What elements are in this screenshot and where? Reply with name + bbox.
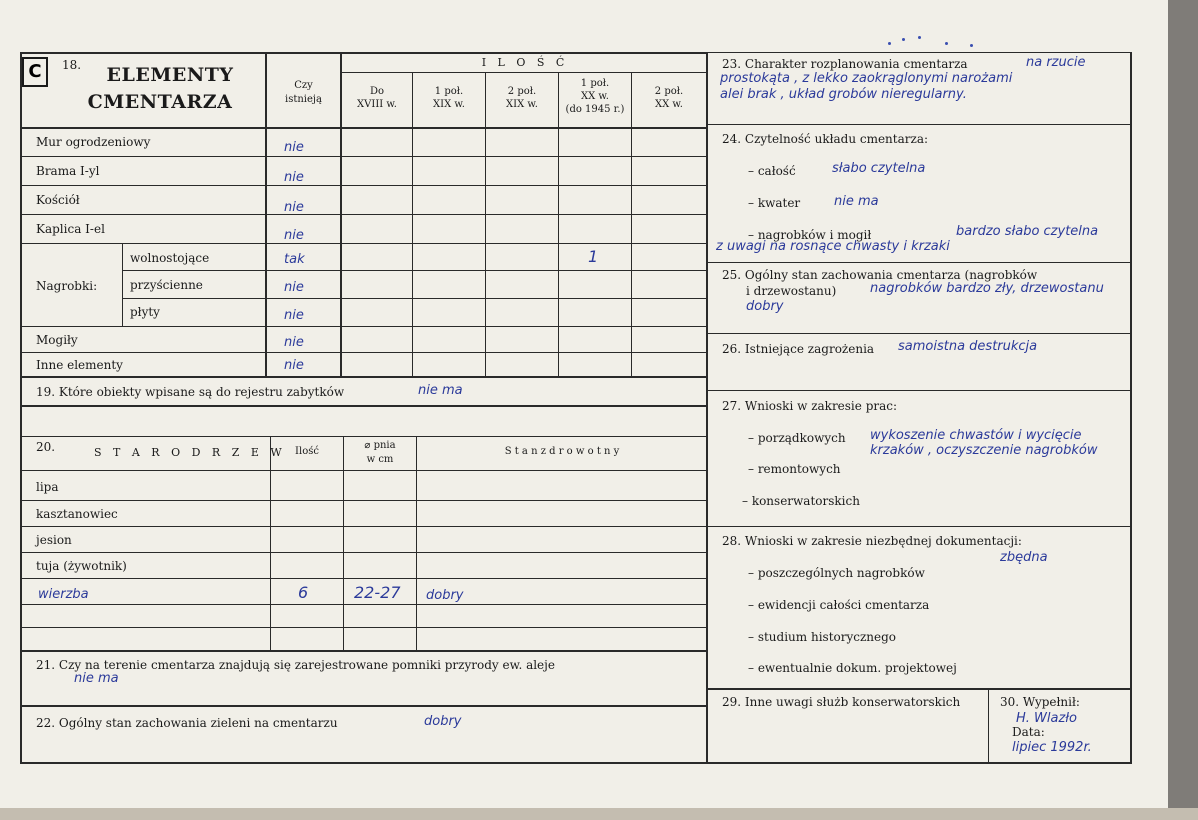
q28-label: 28. Wnioski w zakresie niezbędnej dokumentacji: — [722, 534, 1022, 548]
col-2pol-xix-2: XIX w. — [506, 99, 538, 110]
q24-label: 24. Czytelność układu cmentarza: — [722, 132, 929, 146]
q20-ilosc-header: Ilość — [295, 446, 319, 457]
q30-date: lipiec 1992r. — [1012, 740, 1092, 755]
r-sep-26 — [708, 390, 1132, 391]
q21-label: 21. Czy na terenie cmentarza znajdują się zarejestrowane pomniki przyrody ew. aleje — [36, 658, 555, 672]
tree-tuja: tuja (żywotnik) — [36, 559, 127, 573]
row-label-kosciol: Kościół — [36, 193, 80, 207]
col-2pol-xix-1: 2 poł. — [507, 86, 537, 97]
answer-kaplica: nie — [284, 228, 304, 243]
col-line-5 — [558, 72, 559, 377]
frame-right — [1130, 52, 1132, 764]
r-sep-25 — [708, 333, 1132, 334]
r-sep-24 — [708, 262, 1132, 263]
tree-kasztanowiec: kasztanowiec — [36, 507, 118, 521]
frame-middle — [706, 52, 708, 764]
q24-nagrobkow-answer-1: bardzo słabo czytelna — [956, 224, 1099, 239]
col-1pol-xx-1: 1 poł. — [580, 78, 610, 89]
q22-label: 22. Ogólny stan zachowania zieleni na cmentarzu — [36, 716, 338, 730]
count-wolnostojace-1pol-xx: 1 — [588, 247, 599, 266]
answer-brama: nie — [284, 170, 304, 185]
q20-col-3 — [416, 436, 417, 650]
q20-row — [20, 627, 708, 628]
q20-end — [20, 650, 708, 652]
row-label-mogily: Mogiły — [36, 333, 78, 347]
q20-pnia-header-1: ⌀ pnia — [364, 440, 396, 451]
row-label-przyscienne: przyścienne — [130, 278, 203, 292]
q21-answer: nie ma — [74, 671, 119, 686]
q25-label-1: 25. Ogólny stan zachowania cmentarza (nagrobków — [722, 268, 1038, 282]
col-1pol-xix-1: 1 poł. — [434, 86, 464, 97]
q28-item-3: – studium historycznego — [748, 630, 897, 644]
q30-date-label: Data: — [1012, 725, 1045, 739]
tree-wierzba-state: dobry — [426, 588, 464, 603]
answer-kosciol: nie — [284, 200, 304, 215]
sec18-number: 18. — [62, 58, 82, 72]
hdr-bottom — [20, 127, 708, 129]
q20-top — [20, 436, 708, 437]
q28-item-4: – ewentualnie dokum. projektowej — [748, 661, 957, 675]
ilosc-underline — [340, 72, 708, 73]
q25-label-2: i drzewostanu) — [746, 284, 837, 298]
q29-label: 29. Inne uwagi służb konserwatorskich — [722, 695, 961, 709]
row-line-end18 — [20, 376, 708, 378]
q25-answer-2: dobry — [746, 299, 784, 314]
row-label-mur: Mur ogrodzeniowy — [36, 135, 151, 149]
q28-answer: zbędna — [1000, 550, 1048, 565]
r-sep-28 — [708, 688, 1132, 690]
col-line-4 — [485, 72, 486, 377]
q20-col-1 — [270, 436, 271, 650]
ilosc-header: I L O Ś Ć — [481, 56, 569, 69]
tree-wierzba: wierzba — [38, 587, 89, 602]
col-line-6 — [631, 72, 632, 377]
sec18-title-line2: CMENTARZA — [87, 91, 233, 113]
ink-speck — [970, 44, 973, 47]
scan-background-edge — [1168, 0, 1198, 820]
row-line-end19 — [20, 405, 708, 407]
q22-answer: dobry — [424, 714, 462, 729]
q23-label: 23. Charakter rozplanowania cmentarza — [722, 57, 968, 71]
q23-answer-3: alei brak , układ grobów nieregularny. — [720, 87, 967, 102]
q20-title: S T A R O D R Z E W — [94, 446, 286, 459]
tree-wierzba-count: 6 — [298, 583, 309, 602]
q20-row — [20, 500, 708, 501]
row-line — [20, 185, 708, 186]
q24-kwater: – kwater — [748, 196, 801, 210]
nagrobki-split — [122, 243, 123, 326]
row-label-plyty: płyty — [130, 305, 160, 319]
tree-wierzba-diameter: 22-27 — [354, 583, 401, 602]
q20-row — [20, 604, 708, 605]
q24-calosc-answer: słabo czytelna — [832, 161, 926, 176]
r-sep-23 — [708, 124, 1132, 125]
row-line — [20, 352, 708, 353]
row-line — [122, 270, 708, 271]
r-split-29-30 — [988, 688, 989, 764]
row-line — [20, 214, 708, 215]
col-1pol-xx-2: XX w. — [581, 91, 609, 102]
answer-mogily: nie — [284, 335, 304, 350]
col-1pol-xix-2: XIX w. — [433, 99, 465, 110]
col-do-xviii-1: Do — [369, 86, 385, 97]
czy-header-1: Czy — [294, 80, 313, 91]
q27-porzadkowych-answer-2: krzaków , oczyszczenie nagrobków — [870, 443, 1098, 458]
ink-speck — [902, 38, 905, 41]
col-line-3 — [412, 72, 413, 377]
q28-item-2: – ewidencji całości cmentarza — [748, 598, 930, 612]
q24-kwater-answer: nie ma — [834, 194, 879, 209]
q24-nagrobkow: – nagrobków i mogił — [748, 228, 872, 242]
row-line — [20, 326, 708, 327]
q30-label: 30. Wypełnił: — [1000, 695, 1080, 709]
answer-plyty: nie — [284, 308, 304, 323]
row-label-inne: Inne elementy — [36, 358, 123, 372]
q27-label: 27. Wnioski w zakresie prac: — [722, 399, 898, 413]
answer-przyscienne: nie — [284, 280, 304, 295]
q20-pnia-header-2: w cm — [366, 454, 394, 465]
col-2pol-xx-2: XX w. — [655, 99, 683, 110]
q20-stan-header: S t a n z d r o w o t n y — [504, 446, 620, 457]
q20-row — [20, 526, 708, 527]
q28-item-1: – poszczególnych nagrobków — [748, 566, 925, 580]
q20-row — [20, 578, 708, 579]
answer-mur: nie — [284, 140, 304, 155]
frame-bottom — [20, 762, 1132, 764]
q20-col-2 — [343, 436, 344, 650]
q20-hdr-bottom — [20, 470, 708, 471]
q23-answer-2: prostokąta , z lekko zaokrąglonymi narożami — [720, 71, 1013, 86]
tree-jesion: jesion — [36, 533, 72, 547]
corner-letter-box: C — [22, 57, 48, 87]
row-label-brama: Brama I-yl — [36, 164, 100, 178]
q27-porzadkowych: – porządkowych — [748, 431, 846, 445]
ink-speck — [918, 36, 921, 39]
col-2pol-xx-1: 2 poł. — [654, 86, 684, 97]
ink-speck — [945, 42, 948, 45]
sec18-title-line1: ELEMENTY — [106, 64, 234, 86]
q19-label: 19. Które obiekty wpisane są do rejestru zabytków — [36, 385, 345, 399]
q27-konserwatorskich: – konserwatorskich — [742, 494, 860, 508]
q30-name: H. Wlazło — [1016, 711, 1077, 726]
row-label-nagrobki: Nagrobki: — [36, 279, 98, 293]
q23-answer-1: na rzucie — [1026, 55, 1086, 70]
czy-header-2: istnieją — [285, 94, 322, 105]
answer-wolnostojace: tak — [284, 252, 305, 267]
col-1pol-xx-3: (do 1945 r.) — [565, 104, 625, 115]
r-sep-27 — [708, 526, 1132, 527]
q25-answer-1: nagrobków bardzo zły, drzewostanu — [870, 281, 1104, 296]
frame-top-right — [708, 52, 1132, 53]
frame-left — [20, 52, 22, 764]
q21-end — [20, 705, 708, 707]
q27-remontowych: – remontowych — [748, 462, 841, 476]
row-label-wolnostojace: wolnostojące — [130, 251, 210, 265]
q26-label: 26. Istniejące zagrożenia — [722, 342, 875, 356]
q20-number: 20. — [36, 440, 56, 454]
row-label-kaplica: Kaplica I-el — [36, 222, 105, 236]
scan-bottom-strip — [0, 808, 1198, 820]
row-line — [122, 298, 708, 299]
q24-nagrobkow-answer-2: z uwagi na rosnące chwasty i krzaki — [716, 239, 950, 254]
answer-inne: nie — [284, 358, 304, 373]
row-line — [20, 156, 708, 157]
row-line — [20, 243, 708, 244]
tree-lipa: lipa — [36, 480, 59, 494]
q26-answer: samoistna destrukcja — [898, 339, 1038, 354]
q20-row — [20, 552, 708, 553]
ink-speck — [888, 42, 891, 45]
col-do-xviii-2: XVIII w. — [357, 99, 397, 110]
q27-porzadkowych-answer-1: wykoszenie chwastów i wycięcie — [870, 428, 1082, 443]
frame-top-left — [20, 52, 708, 54]
q24-calosc: – całość — [748, 164, 796, 178]
q19-answer: nie ma — [418, 383, 463, 398]
